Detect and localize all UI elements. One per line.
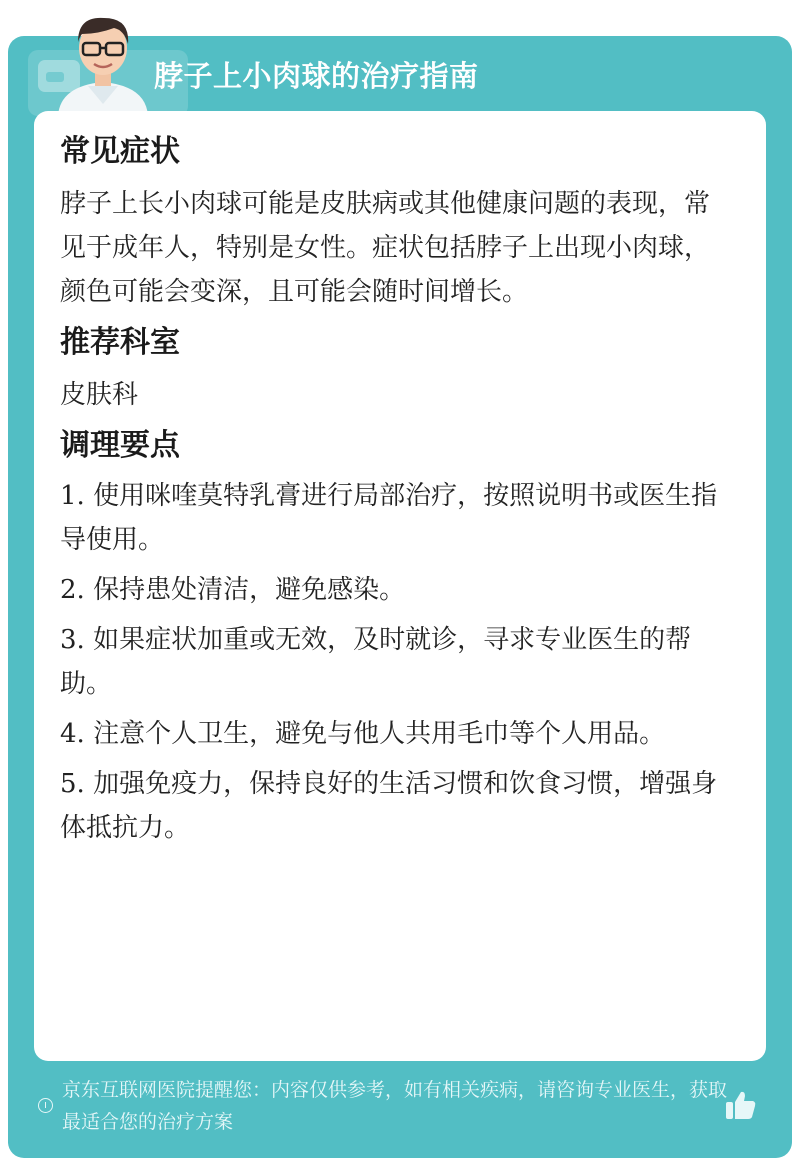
disclaimer-text: 京东互联网医院提醒您：内容仅供参考，如有相关疾病，请咨询专业医生，获取最适合您的治疗方案 (62, 1079, 728, 1133)
department-heading: 推荐科室 (60, 325, 180, 360)
doctor-avatar (48, 8, 158, 116)
symptoms-section (60, 129, 728, 314)
tip-text: 如果症状加重或无效，及时就诊，寻求专业医生的帮助。 (60, 625, 692, 699)
tip-text: 注意个人卫生，避免与他人共用毛巾等个人用品。 (93, 719, 666, 749)
care-tip (60, 762, 728, 850)
care-section (60, 423, 728, 850)
info-icon (38, 1098, 53, 1113)
care-tip (60, 568, 728, 612)
thumbs-up-icon[interactable] (724, 1088, 758, 1122)
content-card (34, 111, 766, 1061)
tip-number: 3. (60, 625, 85, 655)
tip-number: 4. (60, 719, 85, 749)
symptoms-text: 脖子上长小肉球可能是皮肤病或其他健康问题的表现，常见于成年人，特别是女性。症状包括脖子上出现小肉球，颜色可能会变深，且可能会随时间增长。 (60, 189, 711, 307)
tip-number: 5. (60, 769, 85, 799)
care-heading: 调理要点 (60, 428, 180, 463)
tip-text: 加强免疫力，保持良好的生活习惯和饮食习惯，增强身体抵抗力。 (60, 769, 718, 843)
department-text: 皮肤科 (60, 380, 139, 410)
guide-panel (8, 36, 792, 1158)
department-section (60, 320, 728, 417)
symptoms-heading: 常见症状 (60, 134, 180, 169)
tip-text: 保持患处清洁，避免感染。 (93, 575, 406, 605)
care-tip (60, 712, 728, 756)
tip-number: 2. (60, 575, 85, 605)
care-tip (60, 618, 728, 706)
care-tip (60, 474, 728, 562)
tip-number: 1. (60, 481, 85, 511)
care-tips-list (60, 474, 728, 850)
tip-text: 使用咪喹莫特乳膏进行局部治疗，按照说明书或医生指导使用。 (60, 481, 718, 555)
page-title: 脖子上小肉球的治疗指南 (154, 59, 479, 93)
